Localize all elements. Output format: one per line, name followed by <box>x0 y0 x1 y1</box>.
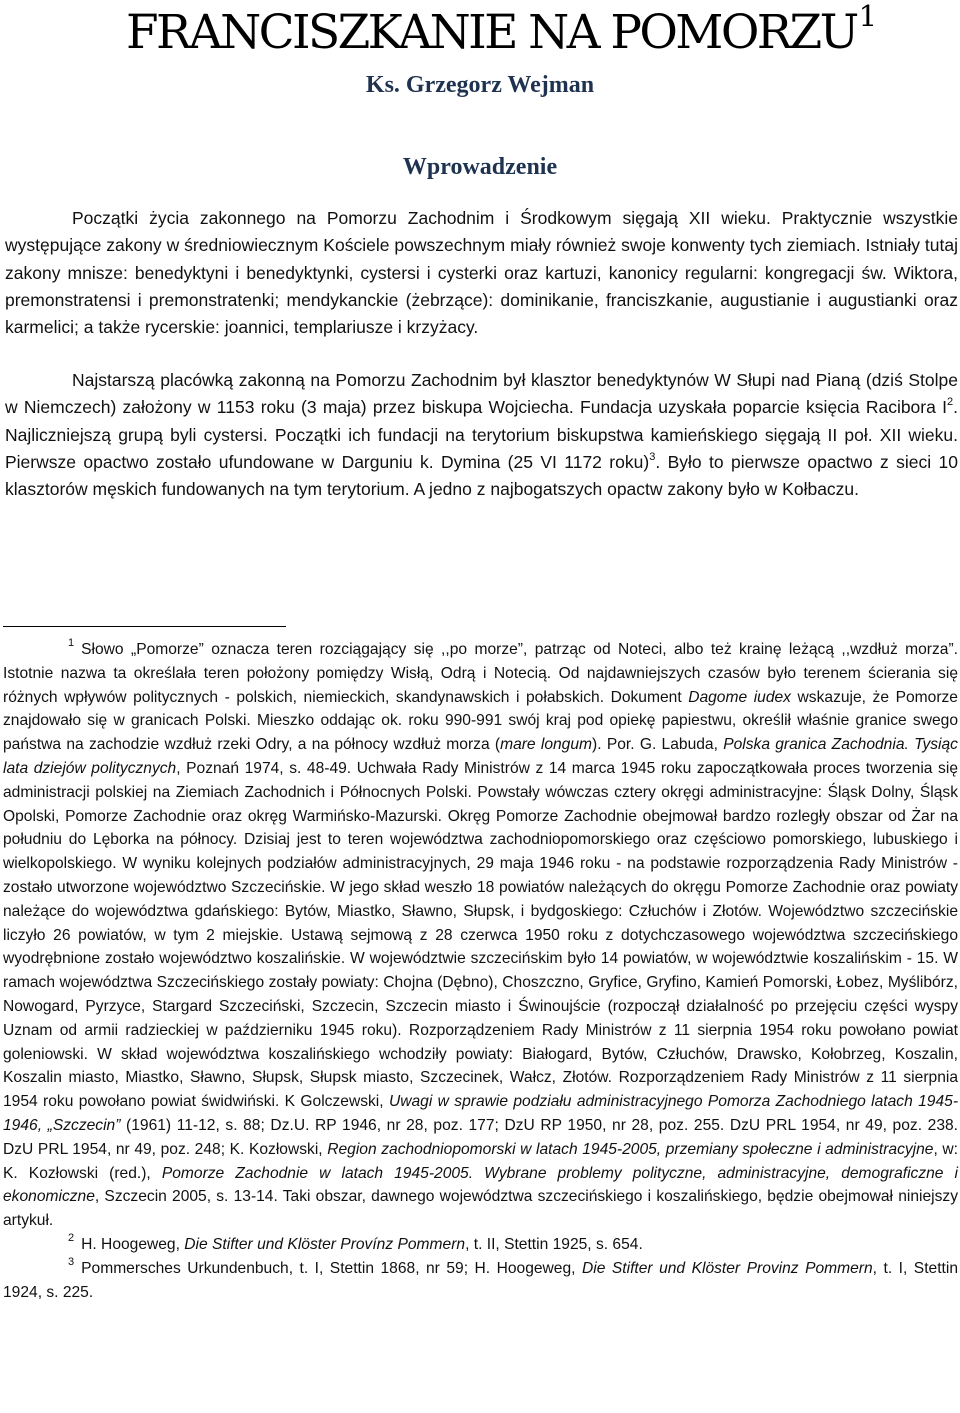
footnote-1-italic-3: Polska granica Zachodnia. Tysiąc lata dziejów politycznych <box>3 736 958 777</box>
footnote-3 <box>3 1257 958 1305</box>
footnote-2 <box>3 1233 958 1257</box>
footnote-3-text-2: , t. I, Stettin 1924, s. 225. <box>3 1259 958 1301</box>
footnote-ref-2[interactable]: 2 <box>947 396 954 409</box>
footnote-2-italic-1: Die Stifter und Klöster Provínz Pommern <box>184 1235 466 1253</box>
document-title-text: FRANCISZKANIE NA POMORZU <box>126 5 857 60</box>
footnote-1-italic-2: mare longum <box>500 736 593 754</box>
footnote-separator <box>3 626 286 627</box>
paragraph-2-text-a: Najstarszą placówką zakonną na Pomorzu Zachodnim był klasztor benedyktynów W Słupi nad Pianą (dziś Stolpe w Niemczech) założony w 1153 roku (3 maja) przez biskupa Wojciecha. Fundacja uzyskała poparcie księcia Racibora I <box>5 370 958 418</box>
footnote-ref-3[interactable]: 3 <box>649 450 656 463</box>
document-title <box>126 0 877 66</box>
footnote-1-text-3: ). Por. G. Labuda, <box>592 736 724 754</box>
footnote-2-text-2: , t. II, Stettin 1925, s. 654. <box>465 1235 643 1253</box>
footnote-1-italic-5: Region zachodniopomorski w latach 1945-2005, przemiany społeczne i administracyjne <box>327 1140 934 1158</box>
footnote-3-italic-1: Die Stifter und Klöster Provinz Pommern <box>581 1259 873 1277</box>
title-footnote-ref[interactable]: 1 <box>858 0 878 33</box>
footnote-1 <box>3 638 958 1233</box>
footnote-1-text-7: , Szczecin 2005, s. 13-14. Taki obszar, dawnego województwa szczecińskiego i koszalińskiego, będzie obejmował niniejszy artykuł. <box>3 1188 958 1230</box>
footnote-2-mark: 2 <box>68 1231 75 1244</box>
footnote-2-text-1: H. Hoogeweg, <box>81 1235 185 1253</box>
footnotes-section <box>3 638 958 1304</box>
footnote-1-text-5: (1961) 11-12, s. 88; Dz.U. RP 1946, nr 28, poz. 177; DzU RP 1950, nr 28, poz. 255. DzU PRL 1954, nr 49, poz. 238. DzU PRL 1954, nr 49, poz. 248; K. Kozłowski, <box>3 1116 958 1158</box>
footnote-1-text-6: , w: K. Kozłowski (red.), <box>3 1140 958 1182</box>
footnote-3-text-1: Pommersches Urkundenbuch, t. I, Stettin 1868, nr 59; H. Hoogeweg, <box>81 1259 582 1277</box>
footnote-1-italic-1: Dagome iudex <box>688 688 791 706</box>
footnote-1-text-2: wskazuje, że Pomorze znajdowało się w granicach Polski. Mieszko oddając ok. roku 990-991 swój kraj pod opiekę papiestwu, określił właśnie granice swego państwa na zachodzie wzdłuż rzeki Odry, a na północy wzdłuż morza ( <box>3 688 958 754</box>
footnote-1-text-1: Słowo „Pomorze” oznacza teren rozciągający się ,,po morze”, patrząc od Noteci, albo też krainę leżącą ,,wzdłuż morza”. Istotnie nazwa ta określała teren położony pomiędzy Wisłą, Odrą i Notecią. Od najdawniejszych czasów było terenem ścierania się różnych wpływów politycznych - polskich, niemieckich, skandynawskich i połabskich. Dokument <box>3 641 958 706</box>
footnote-1-text-4: , Poznań 1974, s. 48-49. Uchwała Rady Ministrów z 14 marca 1945 roku zapoczątkowała proces tworzenia się administracji polskiej na Ziemiach Zachodnich i Północnych Polski. Powstały wówczas cztery okręgi administracyjne: Śląsk Dolny, Śląsk Opolski, Pomorze Zachodnie oraz okręg Warmińsko-Mazurski. Okręg Pomorze Zachodnie obejmował bardzo rozległy obszar od Żar na południu do Lęborka na północy. Dzisiaj jest to teren województwa zachodniopomorskiego oraz częściowo pomorskiego, lubuskiego i wielkopolskiego. W wyniku kolejnych podziałów administracyjnych, 29 maja 1946 roku - na podstawie rozporządzenia Rady Ministrów - zostało utworzone województwo Szczecińskie. W jego skład weszło 18 powiatów należących do okręgu Pomorze Zachodnie oraz powiaty należące do województwa gdańskiego: Bytów, Miastko, Sławno, Słupsk, i bydgoskiego: Człuchów i Złotów. Województwo szczecińskie liczyło 26 powiatów, w tym 2 miejskie. Ustawą sejmową z 28 czerwca 1950 roku z dotychczasowego województwa szczecińskiego wyodrębnione zostało województwo koszalińskie. W województwie szczecińskim było 14 powiatów, w województwie koszalińskim - 15. W ramach województwa Szczecińskiego zostały powiaty: Chojna (Dębno), Choszczno, Gryfice, Gryfino, Kamień Pomorski, Łobez, Myślibórz, Nowogard, Pyrzyce, Stargard Szczeciński, Szczecin, Szczecin miasto i Świnoujście (rozpoczął działalność po przejęciu części wyspy Uznam od armii radzieckiej w październiku 1945 roku). Rozporządzeniem Rady Ministrów z 11 sierpnia 1954 roku powołano powiat goleniowski. W skład województwa koszalińskiego wchodziły powiaty: Białogard, Bytów, Człuchów, Drawsko, Kołobrzeg, Koszalin, Koszalin miasto, Miastko, Sławno, Słupsk, Słupsk miasto, Szczecinek, Wałcz, Złotów. Rozporządzeniem Rady Ministrów z 11 sierpnia 1954 roku powołano powiat świdwiński. K Golczewski, <box>3 759 958 1111</box>
footnote-1-mark: 1 <box>68 637 75 649</box>
paragraph-2-text-c: . Było to pierwsze opactwo z sieci 10 klasztorów męskich fundowanych na tym terytorium. A jedno z najbogatszych opactw zakony było w Kołbaczu. <box>5 451 958 500</box>
footnote-3-mark: 3 <box>68 1255 75 1268</box>
footnote-1-italic-4: Uwagi w sprawie podziału administracyjnego Pomorza Zachodniego latach 1945-1946, „Szczecin” <box>3 1093 959 1134</box>
body-paragraph-2 <box>5 367 958 503</box>
section-heading: Wprowadzenie <box>402 154 558 180</box>
paragraph-2-text-b: . Najliczniejszą grupą byli cystersi. Początki ich fundacji na terytorium biskupstwa kamieńskiego sięgają II poł. XII wieku. Pierwsze opactwo zostało ufundowane w Darguniu k. Dymina (25 VI 1172 roku) <box>5 397 958 472</box>
footnote-1-italic-6: Pomorze Zachodnie w latach 1945-2005. Wybrane problemy polityczne, administracyjne, demograficzne i ekonomiczne <box>3 1164 958 1206</box>
body-paragraph-1: Początki życia zakonnego na Pomorzu Zachodnim i Środkowym sięgają XII wieku. Praktycznie wszystkie występujące zakony w średniowiecznym Kościele powszechnym miały również swoje konwenty tych ziemiach. Istniały tutaj zakony mnisze: benedyktyni i benedyktynki, cystersi i cysterki oraz kartuzi, kanonicy regularni: kongregacji św. Wiktora, premonstratensi i premonstratenki; mendykanckie (żebrzące): dominikanie, franciszkanie, augustianie i augustianki oraz karmelici; a także rycerskie: joannici, templariusze i krzyżacy. <box>5 208 958 338</box>
author-name: Ks. Grzegorz Wejman <box>365 72 595 98</box>
